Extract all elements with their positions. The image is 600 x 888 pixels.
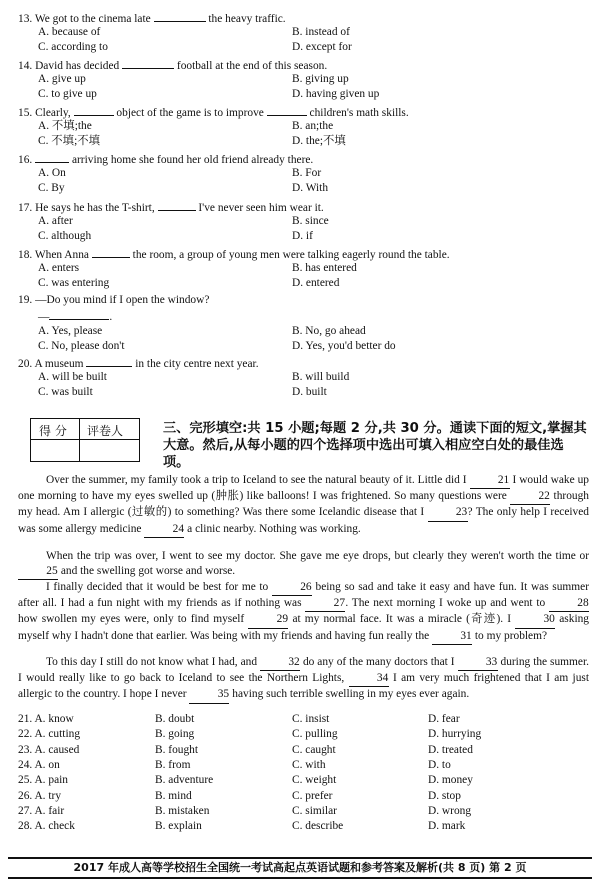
cloze-option[interactable]: B. from [155,758,191,771]
question-13-stem: 13. We got to the cinema late the heavy traffic. [18,10,286,27]
cloze-blank-21: 21 [470,473,510,489]
option[interactable]: D. Yes, you'd better do [292,340,396,352]
score-box [30,418,140,462]
cloze-option[interactable]: C. insist [292,713,330,725]
option[interactable]: B. since [292,215,329,227]
option[interactable]: A. enters [38,262,80,274]
option[interactable]: C. although [38,230,92,242]
passage-text: a clinic nearby. Nothing was working. [184,522,361,535]
cloze-option[interactable]: C. pulling [292,728,338,741]
cloze-option[interactable]: C. describe [292,820,344,833]
question-16-stem: 16. arriving home she found her old friend already there. [18,151,313,168]
cloze-option[interactable]: C. with [292,758,326,771]
option[interactable]: D. except for [292,41,352,53]
option[interactable]: A. Yes, please [38,325,103,337]
option[interactable]: B. instead of [292,26,350,38]
cloze-option[interactable]: C. weight [292,774,337,787]
cloze-option[interactable]: B. mind [155,789,192,802]
option[interactable]: D. having given up [292,88,380,100]
option[interactable]: D. With [292,182,329,194]
option[interactable]: D. built [292,386,327,398]
cloze-option[interactable]: D. money [428,774,473,787]
option[interactable]: A. after [38,215,73,227]
question-19-stem: 19. —Do you mind if I open the window? [18,294,210,306]
option[interactable]: D. entered [292,277,340,289]
option[interactable]: D. if [292,230,313,242]
option[interactable]: B. an;the [292,120,334,132]
option[interactable]: A. 不填;the [38,120,92,132]
passage-text: To this day I still do not know what I had, and [46,656,261,668]
cloze-option[interactable]: D. fear [428,713,460,725]
option[interactable]: B. will build [292,371,350,383]
cloze-blank-35: 35 [189,687,229,703]
passage-text: . The next morning I woke up and went to [345,597,549,610]
option[interactable]: C. No, please don't [38,340,125,352]
option[interactable]: D. the;不填 [292,135,346,147]
section-title: 三、完形填空:共 15 小题;每题 2 分,共 30 分。通读下面的短文,掌握其大意。然后,从每小题的四个选择项中选出可填入相应空白处的最佳选项。 [163,421,587,470]
option[interactable]: B. has entered [292,262,357,274]
question-18-stem: 18. When Anna the room, a group of young men were talking eagerly round the table. [18,246,450,263]
option[interactable]: C. to give up [38,88,97,100]
cloze-option[interactable]: D. mark [428,820,466,833]
cloze-blank-29: 29 [248,612,288,628]
passage-text: and the swelling got worse and worse. [58,565,236,578]
cloze-blank-25: 25 [18,564,58,580]
cloze-blank-32: 32 [260,655,300,671]
cloze-blank-30: 30 [515,612,555,628]
passage-paragraph-3 [18,580,589,645]
passage-text: When the trip was over, I went to see my doctor. She gave me eye drops, but clearly they weren't worth the time or [46,550,589,562]
cloze-option[interactable]: 21. A. know [18,713,74,725]
option[interactable]: C. was entering [38,277,110,289]
passage-paragraph-4 [18,655,589,704]
passage-text: being so sad and take it easy and have fun. It was summer after all. I had a fun night with my friends as if nothing was [18,581,589,610]
cloze-option[interactable]: D. stop [428,789,461,802]
cloze-option[interactable]: 28. A. check [18,820,75,833]
cloze-option[interactable]: 25. A. pain [18,774,68,787]
score-label: 得 分 [39,424,67,438]
cloze-blank-33: 33 [458,655,498,671]
question-17-stem: 17. He says he has the T-shirt, I've never seen him wear it. [18,199,324,216]
cloze-option[interactable]: 24. A. on [18,758,60,771]
option[interactable]: A. will be built [38,371,107,383]
passage-text: through my head. Am I allergic (过敏的) to something? Was there some Icelandic disease that I [18,490,589,519]
option[interactable]: C. was built [38,386,93,398]
cloze-option[interactable]: 23. A. caused [18,743,80,756]
passage-text: Over the summer, my family took a trip to Iceland to see the natural beauty of it. Little did I [46,474,470,486]
passage-paragraph-2 [18,549,589,580]
cloze-blank-28: 28 [549,596,589,612]
cloze-option[interactable]: D. treated [428,743,473,756]
passage-text: to my problem? [472,629,548,642]
cloze-option[interactable]: C. prefer [292,789,333,802]
cloze-option[interactable]: D. to [428,758,451,771]
option[interactable]: B. No, go ahead [292,325,366,337]
question-14-stem: 14. David has decided football at the end of this season. [18,57,327,74]
cloze-blank-34: 34 [349,671,389,687]
cloze-option[interactable]: 27. A. fair [18,804,65,817]
option[interactable]: C. By [38,182,65,194]
response-blank: — . [38,308,112,325]
passage-text: I finally decided that it would be best for me to [46,581,272,593]
option[interactable]: A. On [38,167,66,179]
question-15-stem: 15. Clearly, object of the game is to improve children's math skills. [18,104,409,121]
cloze-option[interactable]: C. similar [292,804,337,817]
passage-text: I would wake up one morning to have my eyes swelled up (肿胀) like balloons! I was frightened. So many questions were [18,474,589,503]
cloze-blank-31: 31 [432,629,472,645]
passage-text: during the summer. I would really like to go back to Iceland to see the Northern Lights, [18,656,589,685]
page-footer: 2017 年成人高等学校招生全国统一考试高起点英语试题和参考答案及解析(共 8 页) 第 2 页 [8,857,592,879]
cloze-blank-23: 23 [428,505,468,521]
cloze-option[interactable]: B. fought [155,743,199,756]
passage-text: having such terrible swelling in my eyes ever again. [229,688,470,701]
cloze-option[interactable]: B. explain [155,820,202,833]
passage-text: do any of the many doctors that I [300,656,458,668]
passage-text: asking myself why I hadn't done that earlier. Was being with my friends and having fun really the [18,613,589,642]
option[interactable]: B. giving up [292,73,349,85]
cloze-option[interactable]: B. going [155,728,195,741]
cloze-blank-22: 22 [510,489,550,505]
cloze-option[interactable]: 26. A. try [18,789,62,802]
option[interactable]: B. For [292,167,322,179]
passage-text: ? The only help I received was some allergy medicine [18,506,589,535]
option[interactable]: A. because of [38,26,101,38]
question-20-stem: 20. A museum in the city centre next year. [18,355,259,372]
option[interactable]: C. 不填;不填 [38,135,101,147]
cloze-blank-24: 24 [144,522,184,538]
option[interactable]: A. give up [38,73,86,85]
cloze-option[interactable]: 22. A. cutting [18,728,81,741]
passage-text: how swollen my eyes were, only to find myself [18,613,249,626]
cloze-blank-26: 26 [272,580,312,596]
cloze-option[interactable]: C. caught [292,743,336,756]
cloze-option[interactable]: B. doubt [155,713,195,725]
cloze-blank-27: 27 [305,596,345,612]
cloze-option[interactable]: B. adventure [155,774,214,787]
cloze-option[interactable]: B. mistaken [155,804,210,817]
passage-text: at my normal face. It was a miracle (奇迹). I [288,613,516,626]
cloze-option[interactable]: D. hurrying [428,728,482,741]
passage-paragraph-1 [18,473,589,538]
option[interactable]: C. according to [38,41,108,53]
grader-label: 评卷人 [87,424,124,438]
passage-text: I am very much frightened that I am just allergic to the country. I hope I never [18,672,589,701]
cloze-option[interactable]: D. wrong [428,804,472,817]
